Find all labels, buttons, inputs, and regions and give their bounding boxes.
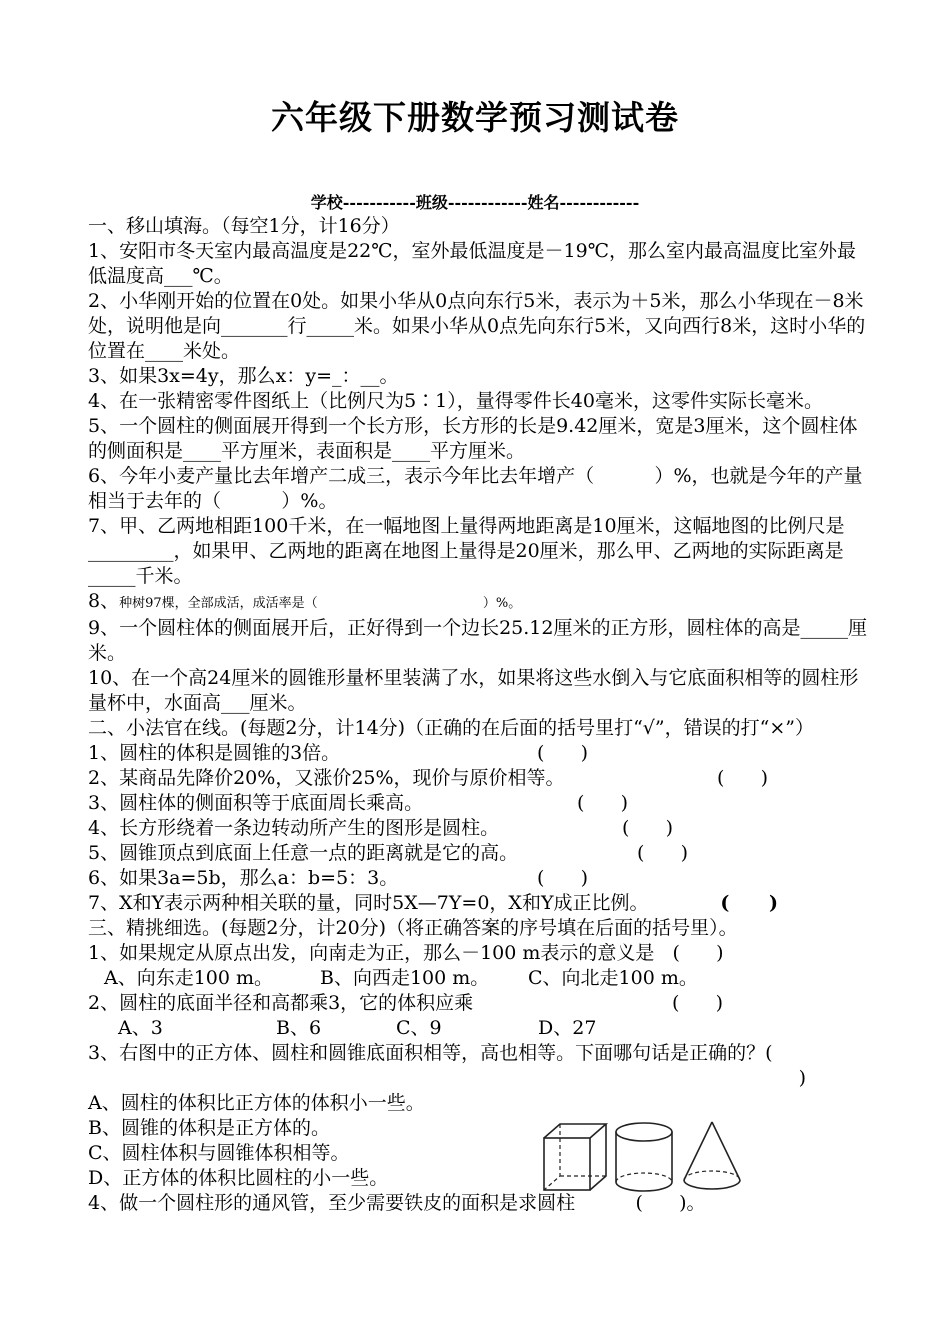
exam-content xyxy=(88,214,870,1216)
question-3-3-option-d[interactable]: D、正方体的体积比圆柱的小一些。 xyxy=(88,1167,389,1189)
answer-paren[interactable]: ( ) xyxy=(536,867,588,889)
option-c[interactable]: C、向北走100 m。 xyxy=(528,967,698,989)
tf-item-text: 6、如果3a=5b，那么a：b=5：3。 xyxy=(88,867,399,889)
cube-icon xyxy=(544,1124,606,1190)
question-1-3: 3、如果3x=4y，那么x：y=_：__。 xyxy=(88,365,399,387)
cone-icon xyxy=(684,1122,740,1189)
answer-paren[interactable]: ( ) xyxy=(621,817,673,839)
tf-item-text: 2、某商品先降价20%，又涨价25%，现价与原价相等。 xyxy=(88,767,565,789)
answer-paren[interactable]: ( ) xyxy=(636,842,688,864)
tf-item-text: 4、长方形绕着一条边转动所产生的图形是圆柱。 xyxy=(88,817,500,839)
option-b[interactable]: B、6 xyxy=(276,1017,322,1039)
question-3-3-option-a[interactable]: A、圆柱的体积比正方体的体积小一些。 xyxy=(88,1092,425,1114)
question-3-3-option-b[interactable]: B、圆锥的体积是正方体的。 xyxy=(88,1117,330,1139)
question-1-10: 10、在一个高24厘米的圆锥形量杯里装满了水，如果将这些水倒入与它底面积相等的圆柱形量杯中，水面高___厘米。 xyxy=(88,667,859,714)
answer-paren[interactable]: ( ) xyxy=(671,992,723,1014)
student-info-line: 学校-----------班级------------姓名------------ xyxy=(310,193,640,212)
tf-item-5 xyxy=(88,841,688,866)
question-3-1-options xyxy=(88,966,870,991)
question-3-1: 1、如果规定从原点出发，向南走为正，那么－100 m表示的意义是 ( ) xyxy=(88,942,724,964)
tf-item-7 xyxy=(88,891,778,916)
question-1-7: 7、甲、乙两地相距100千米，在一幅地图上量得两地距离是10厘米，这幅地图的比例尺是_________，如果甲、乙两地的距离在地图上量得是20厘米，那么甲、乙两地的实际距离是 _____千米。 xyxy=(88,515,845,587)
section1-heading: 一、移山填海。（每空1分，计16分） xyxy=(88,215,400,237)
tf-item-6 xyxy=(88,866,588,891)
tf-item-text: 5、圆锥顶点到底面上任意一点的距离就是它的高。 xyxy=(88,842,519,864)
section3-heading: 三、精挑细选。(每题2分，计20分)（将正确答案的序号填在后面的括号里）。 xyxy=(88,917,738,939)
question-1-8-number: 8、 xyxy=(88,590,120,612)
tf-item-2 xyxy=(88,766,768,791)
option-a[interactable]: A、3 xyxy=(118,1017,163,1039)
tf-item-3 xyxy=(88,791,628,816)
question-3-4: 4、做一个圆柱形的通风管，至少需要铁皮的面积是求圆柱 ( )。 xyxy=(88,1192,706,1214)
question-1-5: 5、一个圆柱的侧面展开得到一个长方形，长方形的长是9.42厘米，宽是3厘米，这个圆柱体的侧面积是____平方厘米，表面积是____平方厘米。 xyxy=(88,415,858,462)
question-1-1: 1、安阳市冬天室内最高温度是22℃，室外最低温度是－19℃，那么室内最高温度比室外最低温度高___℃。 xyxy=(88,240,856,287)
answer-paren[interactable]: ( ) xyxy=(716,767,768,789)
tf-item-text: 1、圆柱的体积是圆锥的3倍。 xyxy=(88,742,341,764)
tf-item-text: 7、X和Y表示两种相关联的量，同时5X—7Y=0，X和Y成正比例。 xyxy=(88,892,649,914)
question-1-2: 2、小华刚开始的位置在0处。如果小华从0点向东行5米，表示为＋5米，那么小华现在－8米处，说明他是向_______行_____米。如果小华从0点先向东行5米，又向西行8米，这时小华的位置在____米处。 xyxy=(88,290,866,362)
section2-heading: 二、小法官在线。(每题2分，计14分)（正确的在后面的括号里打“√”，错误的打“×”） xyxy=(88,717,814,739)
question-3-2 xyxy=(88,991,723,1016)
question-1-6: 6、今年小麦产量比去年增产二成三，表示今年比去年增产（ ）%，也就是今年的产量相当于去年的（ ）%。 xyxy=(88,465,863,512)
question-1-9: 9、一个圆柱体的侧面展开后，正好得到一个边长25.12厘米的正方形，圆柱体的高是_____厘米。 xyxy=(88,617,867,664)
question-3-3-option-c[interactable]: C、圆柱体积与圆锥体积相等。 xyxy=(88,1142,350,1164)
question-3-3: 3、右图中的正方体、圆柱和圆锥底面积相等，高也相等。下面哪句话是正确的？( xyxy=(88,1042,773,1064)
question-3-2-text: 2、圆柱的底面半径和高都乘3，它的体积应乘 xyxy=(88,992,474,1014)
option-d[interactable]: D、27 xyxy=(538,1017,597,1039)
option-b[interactable]: B、向西走100 m。 xyxy=(320,967,490,989)
question-3-2-options xyxy=(88,1016,870,1041)
tf-item-text: 3、圆柱体的侧面积等于底面周长乘高。 xyxy=(88,792,424,814)
question-3-3-close-paren[interactable]: ) xyxy=(798,1067,806,1089)
solids-figure xyxy=(540,1118,752,1196)
option-a[interactable]: A、向东走100 m。 xyxy=(104,967,274,989)
option-c[interactable]: C、9 xyxy=(396,1017,442,1039)
question-1-4: 4、在一张精密零件图纸上（比例尺为5∶1），量得零件长40毫米，这零件实际长毫米。 xyxy=(88,390,823,412)
tf-item-4 xyxy=(88,816,673,841)
tf-item-1 xyxy=(88,741,588,766)
answer-paren[interactable]: ( ) xyxy=(720,892,778,914)
page-title: 六年级下册数学预习测试卷 xyxy=(271,98,679,137)
answer-paren[interactable]: ( ) xyxy=(576,792,628,814)
cylinder-icon xyxy=(616,1123,672,1191)
answer-paren[interactable]: ( ) xyxy=(536,742,588,764)
question-1-8 xyxy=(88,589,870,616)
question-1-8-text: 种树97棵，全部成活，成活率是（ ）%。 xyxy=(119,596,522,611)
